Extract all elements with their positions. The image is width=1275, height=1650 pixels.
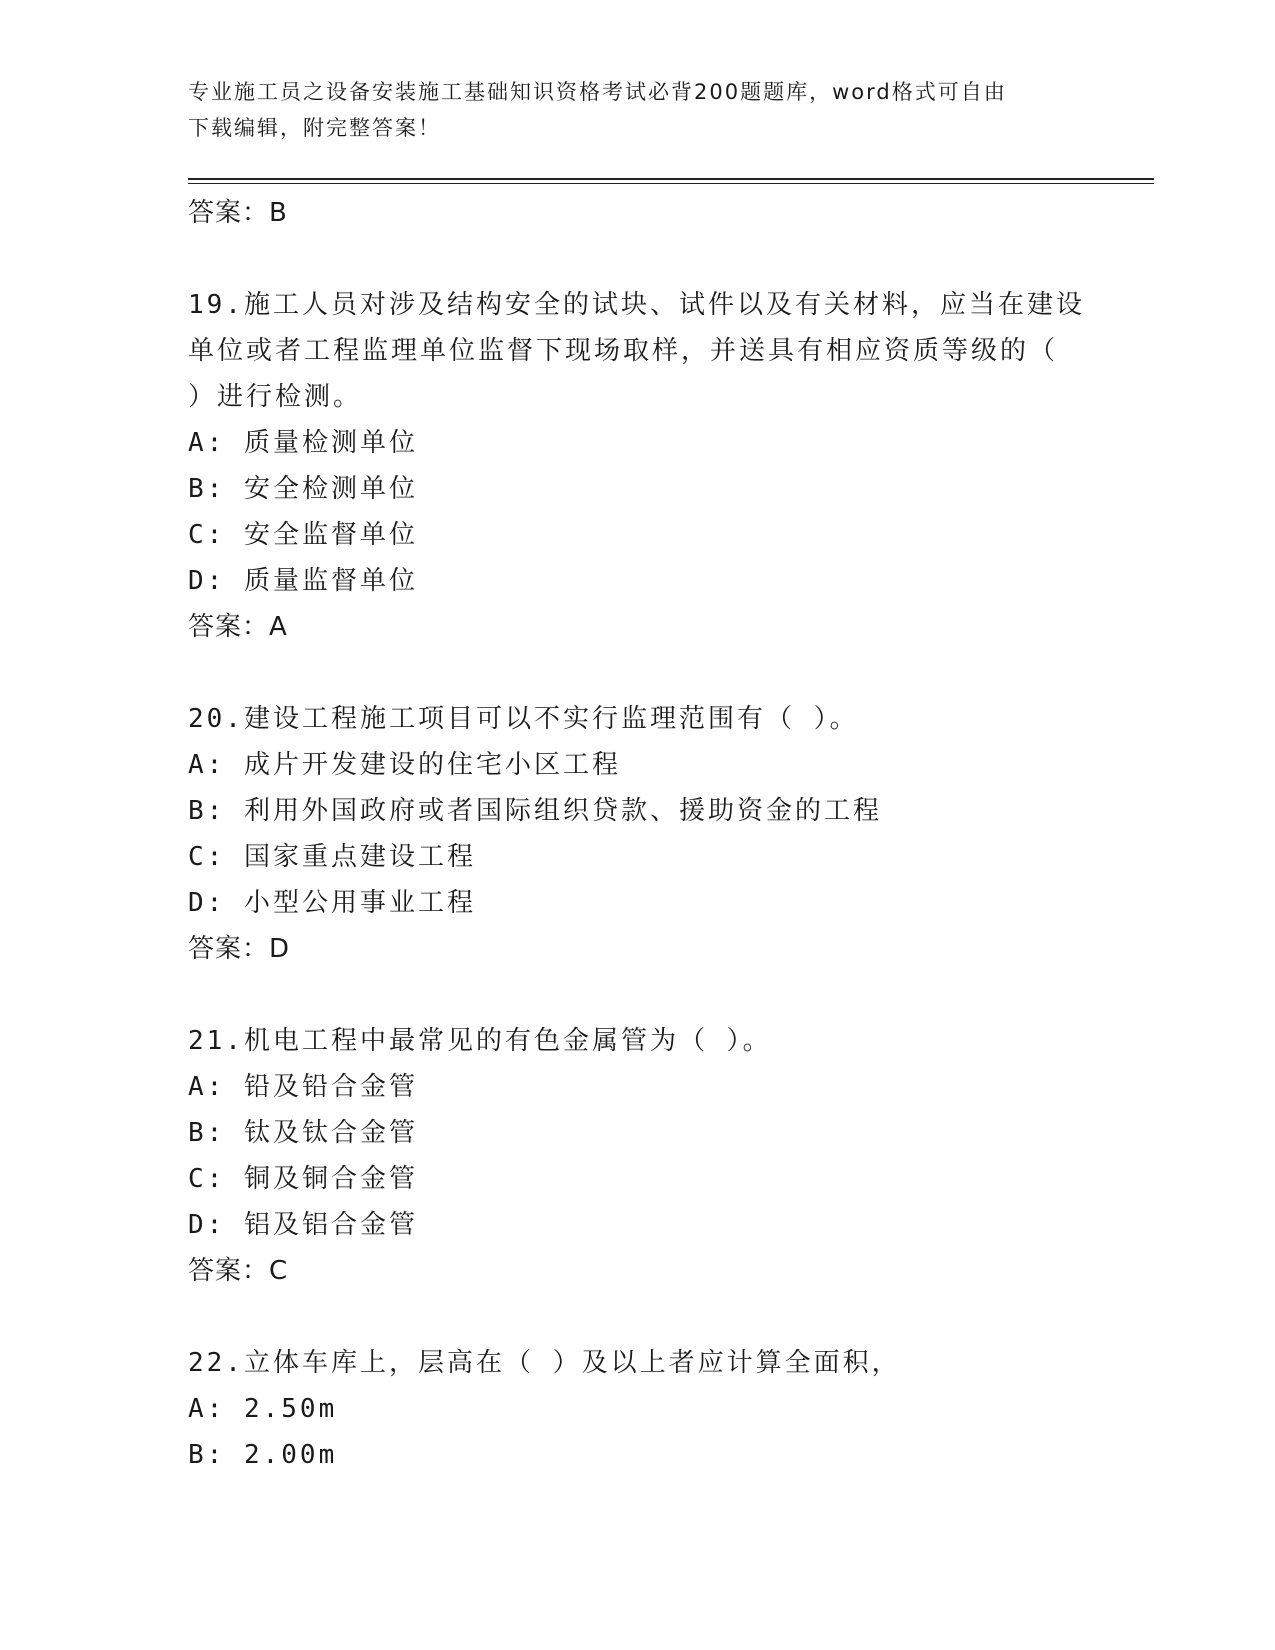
answer-line: 答案：B xyxy=(188,198,288,228)
option-c: C: 国家重点建设工程 xyxy=(188,842,476,872)
option-a: A: 成片开发建设的住宅小区工程 xyxy=(188,750,621,780)
option-b: B: 利用外国政府或者国际组织贷款、援助资金的工程 xyxy=(188,796,882,826)
option-c: C: 铜及铜合金管 xyxy=(188,1164,418,1194)
question-text: 20.建设工程施工项目可以不实行监理范围有（ ）。 xyxy=(188,704,859,734)
option-d: D: 小型公用事业工程 xyxy=(188,888,476,918)
option-c: C: 安全监督单位 xyxy=(188,520,418,550)
question-text: 22.立体车库上，层高在（ ）及以上者应计算全面积， xyxy=(188,1348,901,1378)
answer-line: 答案：D xyxy=(188,934,291,964)
header-divider xyxy=(188,178,1154,180)
option-b: B: 2.00m xyxy=(188,1440,338,1470)
question-list xyxy=(188,190,1148,1478)
answer-line: 答案：C xyxy=(188,1256,289,1286)
option-b: B: 安全检测单位 xyxy=(188,474,418,504)
option-d: D: 质量监督单位 xyxy=(188,566,418,596)
question-block xyxy=(188,696,1148,972)
question-text: ）进行检测。 xyxy=(188,382,363,412)
question-text: 19.施工人员对涉及结构安全的试块、试件以及有关材料，应当在建设 xyxy=(188,290,1085,320)
option-a: A: 质量检测单位 xyxy=(188,428,418,458)
question-block xyxy=(188,282,1148,650)
question-block xyxy=(188,1018,1148,1294)
page-header xyxy=(188,74,1088,146)
option-a: A: 2.50m xyxy=(188,1394,338,1424)
question-text: 单位或者工程监理单位监督下现场取样，并送具有相应资质等级的（ xyxy=(188,336,1059,366)
question-block xyxy=(188,1340,1148,1478)
header-line-1: 专业施工员之设备安装施工基础知识资格考试必背200题题库，word格式可自由 xyxy=(188,80,1007,104)
header-divider-thin xyxy=(188,183,1154,184)
option-b: B: 钛及钛合金管 xyxy=(188,1118,418,1148)
answer-line: 答案：A xyxy=(188,612,288,642)
option-d: D: 铝及铝合金管 xyxy=(188,1210,418,1240)
option-a: A: 铅及铅合金管 xyxy=(188,1072,418,1102)
header-line-2: 下载编辑，附完整答案！ xyxy=(188,116,441,140)
question-text: 21.机电工程中最常见的有色金属管为（ ）。 xyxy=(188,1026,772,1056)
